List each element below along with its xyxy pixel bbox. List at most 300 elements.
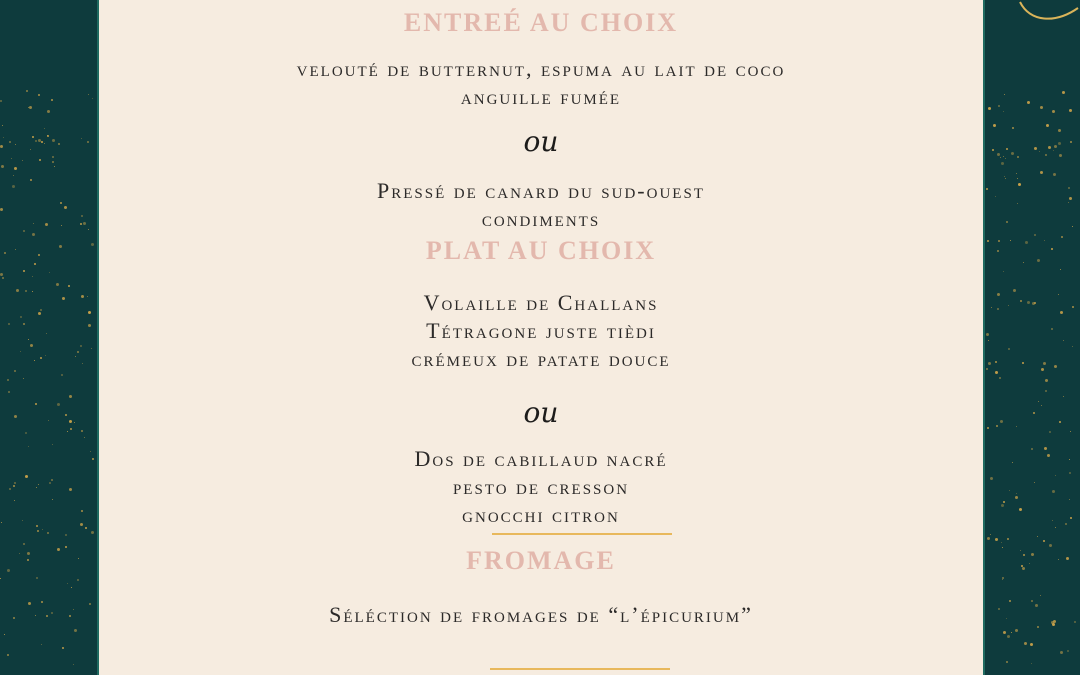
gold-sparkle [999,377,1001,379]
gold-sparkle [1017,178,1018,179]
gold-sparkle [19,553,20,554]
gold-sparkle [1048,146,1051,149]
gold-sparkle [1011,152,1014,155]
gold-sparkle [1069,459,1070,460]
gold-sparkle [32,136,34,138]
gold-sparkle [14,370,16,372]
gold-sparkle [1043,362,1046,365]
gold-sparkle [84,437,85,438]
gold-sparkle [1058,129,1061,132]
gold-sparkle [1034,234,1036,236]
gold-sparkle [28,446,29,447]
gold-sparkle [42,529,43,530]
gold-sparkle [25,290,27,292]
gold-sparkle [71,587,72,588]
gold-sparkle [1039,151,1040,152]
gold-sparkle [1016,493,1017,494]
gold-sparkle [1016,426,1017,427]
gold-sparkle [75,356,76,357]
entree-separator: ou [523,125,559,158]
plat-separator: ou [523,396,559,429]
gold-sparkle [7,654,9,656]
gold-sparkle [92,458,94,460]
gold-sparkle [1041,368,1044,371]
gold-sparkle [990,534,991,535]
gold-sparkle [27,559,29,561]
gold-sparkle [49,482,51,484]
plat-option2-line2: pesto de cresson [452,474,630,499]
gold-sparkle [1044,447,1047,450]
left-sparkle-border [0,0,97,675]
gold-sparkle [1051,248,1053,250]
gold-sparkle [36,525,38,527]
gold-sparkle [34,360,35,361]
gold-sparkle [997,293,1000,296]
gold-sparkle [0,145,3,148]
gold-sparkle [14,415,17,418]
gold-sparkle [1,522,2,523]
gold-sparkle [1015,496,1018,499]
gold-sparkle [0,273,3,276]
gold-sparkle [45,223,48,226]
gold-sparkle [988,107,991,110]
gold-sparkle [90,451,91,452]
gold-sparkle [74,422,75,423]
gold-sparkle [1059,421,1061,423]
gold-sparkle [88,229,89,230]
gold-sparkle [1023,554,1025,556]
gold-sparkle [52,139,55,142]
gold-sparkle [1024,642,1027,645]
gold-sparkle [44,128,45,129]
gold-sparkle [28,602,31,605]
gold-sparkle [988,362,991,365]
gold-sparkle [1053,620,1056,623]
gold-sparkle [1013,289,1016,292]
gold-sparkle [9,141,11,143]
gold-sparkle [1040,171,1043,174]
gold-sparkle [1069,197,1072,200]
gold-sparkle [77,579,79,581]
gold-sparkle [80,523,83,526]
gold-sparkle [41,601,43,603]
gold-sparkle [11,158,12,159]
gold-sparkle [1034,147,1037,150]
gold-divider [492,533,672,535]
gold-sparkle [1072,346,1073,347]
gold-sparkle [1004,176,1005,177]
gold-sparkle [1040,106,1043,109]
gold-sparkle [1063,396,1064,397]
gold-sparkle [1022,567,1025,570]
gold-sparkle [993,124,996,127]
gold-sparkle [0,100,2,102]
gold-sparkle [1003,111,1004,112]
gold-sparkle [1072,306,1074,308]
gold-sparkle [1004,94,1005,95]
gold-sparkle [51,612,53,614]
gold-sparkle [1009,490,1010,491]
gold-sparkle [1052,520,1053,521]
gold-sparkle [82,363,83,364]
gold-sparkle [14,167,17,170]
gold-sparkle [1035,604,1038,607]
gold-sparkle [0,578,1,579]
gold-sparkle [92,98,93,99]
gold-sparkle [1031,663,1032,664]
gold-sparkle [30,179,32,181]
right-sparkle-border [986,0,1080,675]
gold-sparkle [62,647,64,649]
gold-sparkle [1067,650,1069,652]
gold-sparkle [1069,109,1072,112]
gold-sparkle [33,223,34,224]
gold-sparkle [1052,490,1055,493]
gold-sparkle [996,425,998,427]
gold-sparkle [998,240,1000,242]
gold-sparkle [1072,226,1073,227]
gold-sparkle [1043,540,1045,542]
gold-sparkle [67,583,68,584]
gold-sparkle [1058,142,1061,145]
gold-sparkle [992,149,994,151]
gold-sparkle [81,510,83,512]
gold-sparkle [1031,448,1033,450]
gold-sparkle [37,530,39,532]
gold-sparkle [36,487,37,488]
gold-sparkle [49,272,50,273]
plat-option1-line3: crémeux de patate douce [411,346,671,371]
gold-sparkle [3,137,4,138]
fromage-heading: FROMAGE [466,546,616,575]
gold-sparkle [1031,600,1033,602]
gold-sparkle [1058,559,1059,560]
gold-sparkle [81,138,82,139]
entree-heading: ENTREÉ AU CHOIX [403,8,679,37]
gold-sparkle [1045,154,1047,156]
gold-sparkle [77,351,79,353]
gold-sparkle [1045,379,1048,382]
gold-sparkle [38,312,41,315]
gold-sparkle [59,245,62,248]
gold-sparkle [51,479,53,481]
gold-sparkle [47,135,48,136]
gold-sparkle [23,543,25,545]
gold-sparkle [8,391,10,393]
gold-sparkle [14,482,16,484]
gold-sparkle [1006,661,1008,663]
plat-option1-line2: Tétragone juste tièdi [426,318,656,343]
gold-sparkle [1054,145,1057,148]
entree-option2-line2: condiments [481,206,601,231]
gold-sparkle [1027,101,1030,104]
gold-sparkle [1062,91,1065,94]
gold-sparkle [81,215,83,217]
gold-sparkle [45,355,46,356]
gold-sparkle [51,99,53,101]
gold-sparkle [32,291,33,292]
gold-sparkle [54,166,55,167]
gold-sparkle [89,603,91,605]
plat-option2-line1: Dos de cabillaud nacré [414,446,668,471]
gold-sparkle [69,615,71,617]
gold-sparkle [1025,241,1028,244]
gold-sparkle [13,175,14,176]
gold-sparkle [81,295,84,298]
gold-sparkle [1007,538,1009,540]
gold-sparkle [32,276,33,277]
gold-sparkle [46,615,48,617]
gold-sparkle [1017,203,1018,204]
gold-sparkle [26,90,28,92]
gold-sparkle [1021,565,1023,567]
gold-sparkle [1061,236,1063,238]
gold-sparkle [1009,600,1011,602]
gold-sparkle [986,188,988,190]
gold-swirl-ornament [1000,0,1080,40]
gold-sparkle [1038,401,1039,402]
gold-sparkle [88,324,91,327]
gold-sparkle [1008,305,1009,306]
gold-sparkle [1055,475,1056,476]
gold-sparkle [52,444,53,445]
gold-sparkle [1051,328,1053,330]
gold-sparkle [1053,173,1056,176]
gold-sparkle [1055,527,1056,528]
gold-sparkle [88,94,89,95]
gold-sparkle [48,420,49,421]
gold-sparkle [1007,635,1010,638]
gold-sparkle [1068,202,1069,203]
gold-sparkle [23,230,25,232]
gold-sparkle [83,222,86,225]
gold-sparkle [1040,595,1041,596]
gold-sparkle [25,432,27,434]
gold-sparkle [1020,300,1022,302]
gold-sparkle [34,263,36,265]
fromage-item: Séléction de fromages de “l’épicurium” [329,602,753,627]
gold-sparkle [991,307,992,308]
gold-sparkle [30,344,33,347]
gold-sparkle [20,316,22,318]
gold-sparkle [1031,553,1034,556]
gold-sparkle [81,430,83,432]
gold-sparkle [1000,420,1003,423]
gold-sparkle [1047,454,1050,457]
gold-sparkle [1052,623,1055,626]
gold-sparkle [57,548,60,551]
gold-sparkle [64,206,67,209]
gold-sparkle [1006,221,1008,223]
gold-sparkle [39,159,41,161]
gold-sparkle [1070,517,1072,519]
gold-sparkle [38,254,40,256]
gold-sparkle [1023,262,1024,263]
gold-sparkle [997,153,1000,156]
gold-sparkle [65,414,67,416]
gold-sparkle [36,577,38,579]
gold-sparkle [46,333,47,334]
gold-sparkle [1060,269,1061,270]
gold-sparkle [60,202,62,204]
gold-sparkle [1001,542,1002,543]
gold-sparkle [1012,462,1013,463]
gold-sparkle [65,534,67,536]
gold-sparkle [986,368,988,370]
gold-sparkle [30,149,31,150]
gold-sparkle [87,296,88,297]
gold-sparkle [87,141,89,143]
gold-sparkle [57,403,60,406]
gold-sparkle [38,139,41,142]
plat-heading: PLAT AU CHOIX [425,236,657,265]
gold-sparkle [997,250,999,252]
gold-sparkle [1060,311,1063,314]
gold-sparkle [1030,643,1033,646]
gold-sparkle [1003,156,1004,157]
gold-sparkle [22,160,23,161]
gold-sparkle [987,427,989,429]
gold-sparkle [2,277,4,279]
gold-sparkle [47,532,49,534]
gold-sparkle [80,223,82,225]
gold-sparkle [8,323,10,325]
gold-sparkle [1037,626,1039,628]
gold-sparkle [1068,187,1070,189]
gold-sparkle [13,485,15,487]
gold-sparkle [987,240,989,242]
gold-sparkle [1003,271,1004,272]
gold-sparkle [12,185,15,188]
gold-sparkle [28,339,29,340]
gold-sparkle [995,538,998,541]
entree-option1-line1: velouté de butternut, espuma au lait de coco [296,56,786,81]
entree-option2-line1: Pressé de canard du sud-ouest [377,178,705,203]
gold-sparkle [22,520,23,521]
gold-sparkle [80,345,82,347]
gold-sparkle [61,225,62,226]
gold-sparkle [69,395,72,398]
gold-sparkle [1070,141,1072,143]
gold-sparkle [1037,259,1040,262]
gold-sparkle [15,249,16,250]
gold-sparkle [23,378,24,379]
gold-sparkle [1012,127,1014,129]
gold-sparkle [1027,301,1030,304]
gold-sparkle [1074,621,1076,623]
entree-option1-line2: anguille fumée [460,84,622,109]
gold-sparkle [38,94,40,96]
gold-sparkle [1000,157,1001,158]
gold-sparkle [1070,431,1071,432]
gold-sparkle [1032,302,1035,305]
gold-sparkle [1063,340,1064,341]
gold-sparkle [1015,629,1018,632]
gold-sparkle [65,546,67,548]
gold-sparkle [88,311,91,314]
gold-sparkle [44,143,45,144]
gold-sparkle [85,527,87,529]
gold-sparkle [32,233,35,236]
gold-sparkle [1005,158,1006,159]
gold-sparkle [1011,632,1012,633]
gold-sparkle [23,323,25,325]
gold-sparkle [1044,240,1045,241]
gold-sparkle [1005,178,1006,179]
menu-panel [97,0,985,675]
gold-sparkle [1059,154,1062,157]
gold-sparkle [1,165,4,168]
gold-sparkle [1001,162,1004,165]
gold-sparkle [1069,472,1071,474]
gold-sparkle [40,357,42,359]
gold-sparkle [1069,499,1070,500]
gold-sparkle [69,420,72,423]
gold-sparkle [52,499,53,500]
gold-sparkle [990,477,993,480]
gold-sparkle [78,558,79,559]
gold-sparkle [1058,294,1059,295]
gold-sparkle [35,140,37,142]
gold-sparkle [16,289,19,292]
gold-sparkle [1006,148,1008,150]
gold-sparkle [995,196,996,197]
gold-sparkle [68,285,70,287]
gold-sparkle [1010,240,1011,241]
gold-sparkle [25,475,28,478]
gold-sparkle [7,379,9,381]
gold-sparkle [70,428,72,430]
gold-sparkle [1029,563,1030,564]
gold-sparkle [1019,508,1022,511]
gold-sparkle [40,309,42,311]
gold-sparkle [1037,536,1038,537]
gold-sparkle [1034,482,1035,483]
gold-sparkle [997,308,999,310]
gold-sparkle [1020,550,1021,551]
gold-sparkle [73,664,74,665]
gold-sparkle [58,143,60,145]
gold-sparkle [91,531,94,534]
gold-sparkle [1053,150,1054,151]
gold-sparkle [91,243,94,246]
gold-sparkle [995,371,998,374]
gold-sparkle [1003,501,1005,503]
gold-sparkle [41,141,43,143]
gold-sparkle [1033,412,1035,414]
gold-sparkle [35,615,36,616]
gold-sparkle [1041,405,1042,406]
gold-sparkle [2,125,3,126]
gold-sparkle [1046,124,1049,127]
gold-sparkle [1018,183,1021,186]
gold-sparkle [13,617,15,619]
gold-sparkle [1066,557,1069,560]
gold-sparkle [27,552,30,555]
plat-option1-line1: Volaille de Challans [423,290,659,315]
gold-sparkle [1008,348,1010,350]
gold-sparkle [14,500,15,501]
gold-sparkle [1002,579,1003,580]
gold-sparkle [998,608,1000,610]
gold-sparkle [38,484,39,485]
gold-sparkle [52,161,54,163]
gold-sparkle [41,644,42,645]
gold-sparkle [69,488,72,491]
gold-sparkle [1001,504,1004,507]
gold-sparkle [23,270,25,272]
gold-sparkle [1017,156,1019,158]
